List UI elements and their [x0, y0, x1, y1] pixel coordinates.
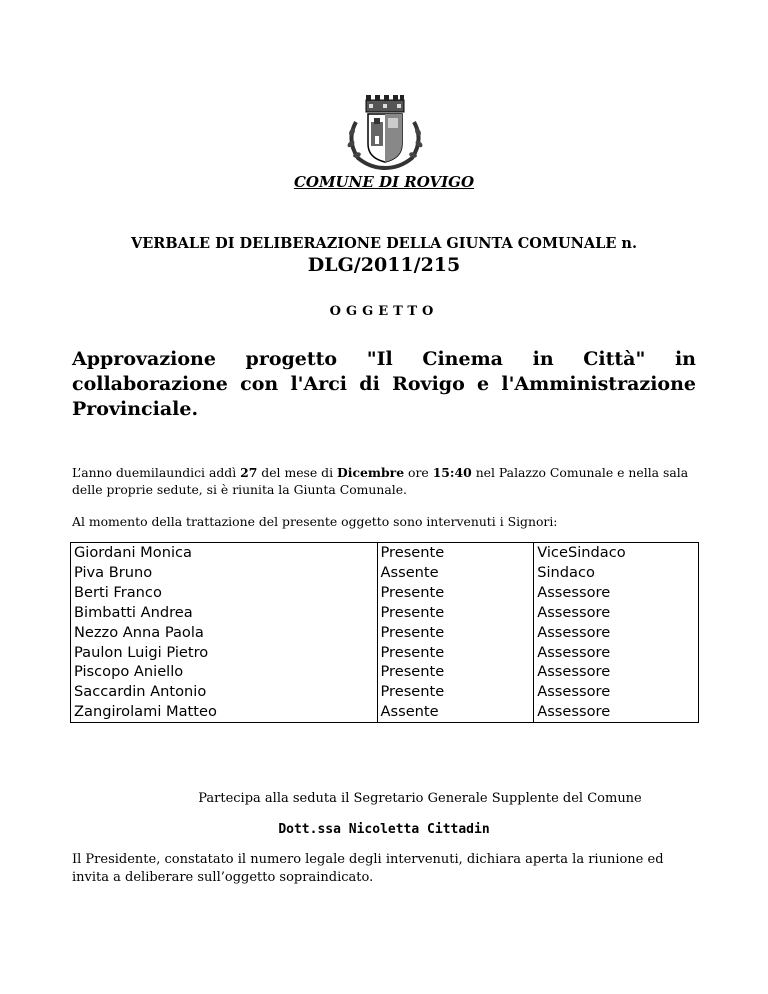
intro-part1: L’anno duemilaundici addì [72, 465, 241, 480]
member-role: Assessore [534, 643, 699, 663]
coat-of-arms-icon [342, 92, 428, 170]
member-role: Assessore [534, 702, 699, 722]
member-row [71, 643, 699, 663]
member-row [71, 543, 699, 563]
municipality-name: COMUNE DI ROVIGO [293, 173, 475, 191]
member-status: Presente [377, 583, 534, 603]
member-name: Berti Franco [71, 583, 378, 603]
member-row [71, 702, 699, 722]
meeting-intro [72, 464, 698, 498]
member-name: Zangirolami Matteo [71, 702, 378, 722]
member-status: Presente [377, 643, 534, 663]
secretary-participation: Partecipa alla seduta il Segretario Generale Supplente del Comune [198, 791, 642, 806]
member-name: Paulon Luigi Pietro [71, 643, 378, 663]
meeting-month: Dicembre [337, 465, 405, 480]
verbale-title: VERBALE DI DELIBERAZIONE DELLA GIUNTA COMUNALE n. [130, 235, 638, 252]
member-role: Assessore [534, 682, 699, 702]
member-status: Presente [377, 662, 534, 682]
member-name: Nezzo Anna Paola [71, 623, 378, 643]
member-row [71, 563, 699, 583]
president-statement: Il Presidente, constatato il numero legale degli intervenuti, dichiara aperta la riunione ed invita a deliberare sull’oggetto sopraindicato. [72, 852, 664, 885]
member-row [71, 603, 699, 623]
member-role: Assessore [534, 623, 699, 643]
members-table [70, 542, 699, 723]
member-name: Saccardin Antonio [71, 682, 378, 702]
member-status: Assente [377, 702, 534, 722]
member-role: ViceSindaco [534, 543, 699, 563]
member-role: Sindaco [534, 563, 699, 583]
member-row [71, 682, 699, 702]
members-body [71, 543, 699, 723]
member-status: Presente [377, 543, 534, 563]
intro-part3: ore [404, 465, 433, 480]
intro-part2: del mese di [257, 465, 338, 480]
member-status: Presente [377, 603, 534, 623]
member-row [71, 662, 699, 682]
member-name: Piscopo Aniello [71, 662, 378, 682]
member-role: Assessore [534, 603, 699, 623]
oggetto-label: OGGETTO [329, 304, 439, 319]
member-row [71, 623, 699, 643]
deliberation-number: DLG/2011/215 [307, 254, 461, 276]
member-row [71, 583, 699, 603]
member-role: Assessore [534, 662, 699, 682]
member-name: Bimbatti Andrea [71, 603, 378, 623]
secretary-name: Dott.ssa Nicoletta Cittadin [278, 822, 490, 837]
member-status: Presente [377, 682, 534, 702]
intro-part4: nel Palazzo Comunale e nella sala delle proprie sedute, si è riunita la Giunta Comunale. [72, 465, 689, 497]
meeting-day: 27 [240, 465, 258, 480]
meeting-time: 15:40 [432, 465, 472, 480]
member-role: Assessore [534, 583, 699, 603]
intervenuti-text: Al momento della trattazione del presente oggetto sono intervenuti i Signori: [72, 514, 558, 529]
member-status: Assente [377, 563, 534, 583]
oggetto-text: Approvazione progetto "Il Cinema in Città" in collaborazione con l'Arci di Rovigo e l'Amministrazione Provinciale. [72, 348, 696, 420]
member-status: Presente [377, 623, 534, 643]
member-name: Piva Bruno [71, 563, 378, 583]
member-name: Giordani Monica [71, 543, 378, 563]
